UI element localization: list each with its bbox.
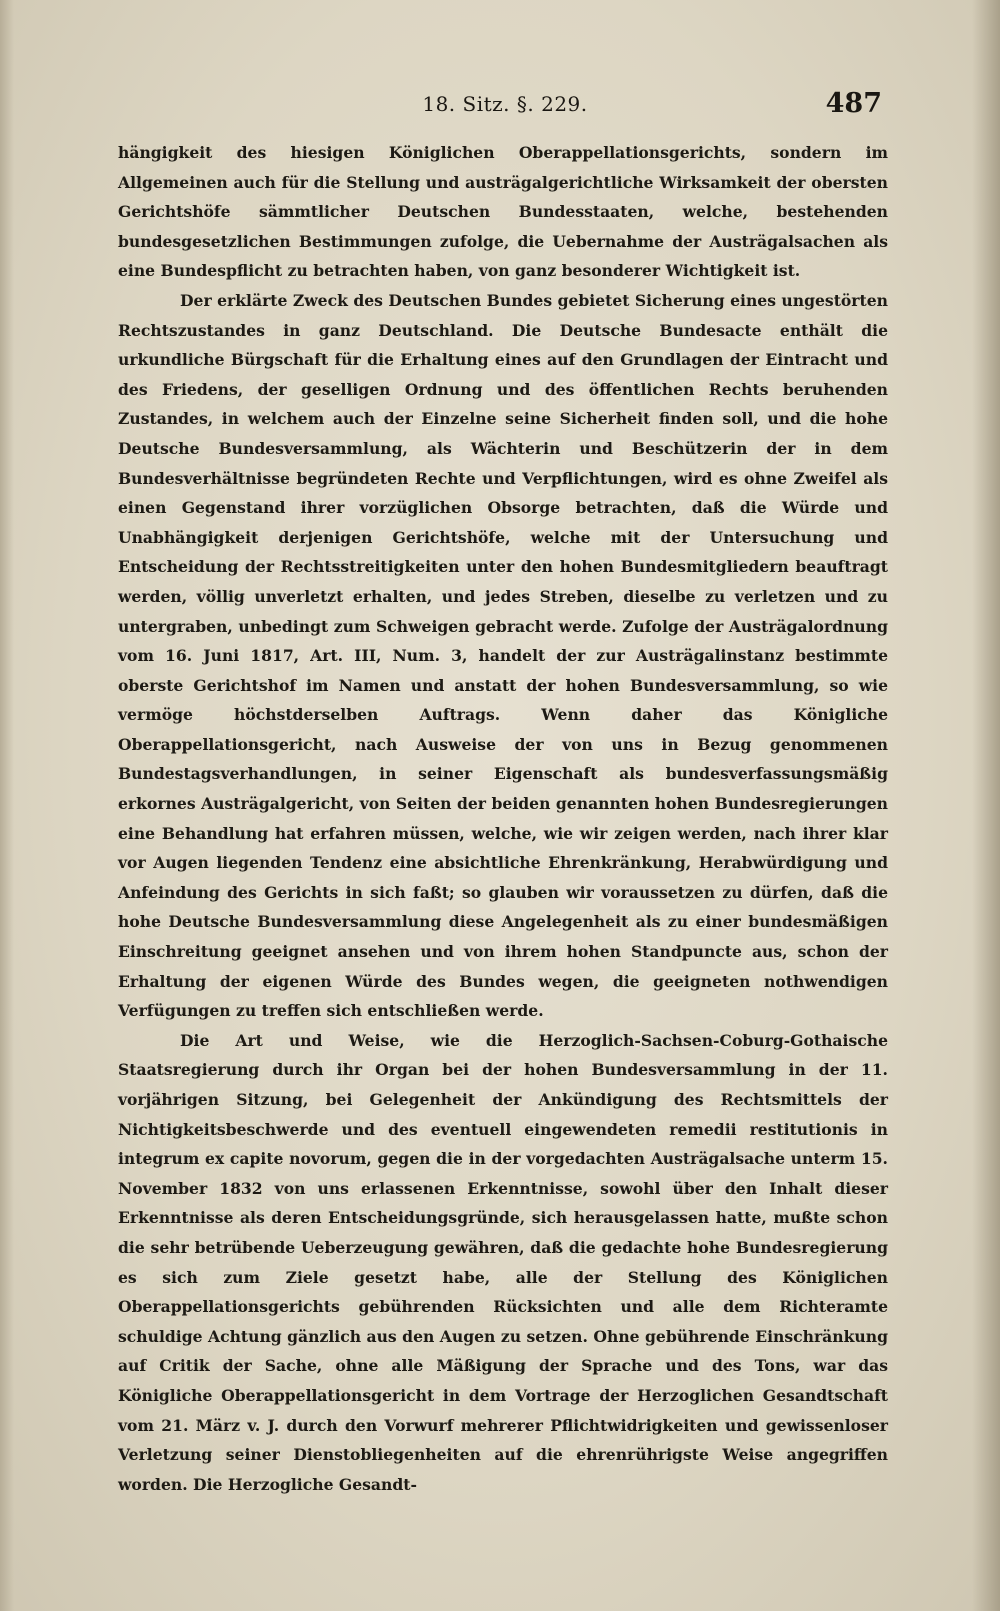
page-number: 487 <box>825 88 882 119</box>
page-header <box>120 88 890 132</box>
paragraph-continued: hängigkeit des hiesigen Königlichen Oberappellationsgerichts, sondern im Allgemeinen auch für die Stellung und austrägalgerichtliche Wirksamkeit der obersten Gerichtshöfe sämmtlicher Deutschen Bundesstaaten, welche, bestehenden bundesgesetzlichen Bestimmungen zufolge, die Uebernahme der Austrägalsachen als eine Bundespflicht zu betrachten haben, von ganz besonderer Wichtigkeit ist. <box>118 143 888 281</box>
running-head: 18. Sitz. §. 229. <box>422 92 588 116</box>
body-text <box>118 138 888 1499</box>
paragraph: Der erklärte Zweck des Deutschen Bundes gebietet Sicherung eines ungestörten Rechtszustandes in ganz Deutschland. Die Deutsche Bundesacte enthält die urkundliche Bürgschaft für die Erhaltung eines auf den Grundlagen der Eintracht und des Friedens, der geselligen Ordnung und des öffentlichen Rechts beruhenden Zustandes, in welchem auch der Einzelne seine Sicherheit finden soll, und die hohe Deutsche Bundesversammlung, als Wächterin und Beschützerin der in dem Bundesverhältnisse begründeten Rechte und Verpflichtungen, wird es ohne Zweifel als einen Gegenstand ihrer vorzüglichen Obsorge betrachten, daß die Würde und Unabhängigkeit derjenigen Gerichtshöfe, welche mit der Untersuchung und Entscheidung der Rechtsstreitigkeiten unter den hohen Bundesmitgliedern beauftragt werden, völlig unverletzt erhalten, und jedes Streben, dieselbe zu verletzen und zu untergraben, unbedingt zum Schweigen gebracht werde. Zufolge der Austrägalordnung vom 16. Juni 1817, Art. III, Num. 3, handelt der zur Austrägalinstanz bestimmte oberste Gerichtshof im Namen und anstatt der hohen Bundesversammlung, so wie vermöge höchstderselben Auftrags. Wenn daher das Königliche Oberappellationsgericht, nach Ausweise der von uns in Bezug genommenen Bundestagsverhandlungen, in seiner Eigenschaft als bundesverfassungsmäßig erkornes Austrägalgericht, von Seiten der beiden genannten hohen Bundesregierungen eine Behandlung hat erfahren müssen, welche, wie wir zeigen werden, nach ihrer klar vor Augen liegenden Tendenz eine absichtliche Ehrenkränkung, Herabwürdigung und Anfeindung des Gerichts in sich faßt; so glauben wir voraussetzen zu dürfen, daß die hohe Deutsche Bundesversammlung diese Angelegenheit als zu einer bundesmäßigen Einschreitung geeignet ansehen und von ihrem hohen Standpuncte aus, schon der Erhaltung der eigenen Würde des Bundes wegen, die geeigneten nothwendigen Verfügungen zu treffen sich entschließen werde. <box>118 290 888 1021</box>
paragraph: Die Art und Weise, wie die Herzoglich-Sachsen-Coburg-Gothaische Staatsregierung durch ihr Organ bei der hohen Bundesversammlung in der 11. vorjährigen Sitzung, bei Gelegenheit der Ankündigung des Rechtsmittels der Nichtigkeitsbeschwerde und des eventuell eingewendeten remedii restitutionis in integrum ex capite novorum, gegen die in der vorgedachten Austrägalsache unterm 15. November 1832 von uns erlassenen Erkenntnisse, sowohl über den Inhalt dieser Erkenntnisse als deren Entscheidungsgründe, sich herausgelassen hatte, mußte schon die sehr betrübende Ueberzeugung gewähren, daß die gedachte hohe Bundesregierung es sich zum Ziele gesetzt habe, alle der Stellung des Königlichen Oberappellationsgerichts gebührenden Rücksichten und alle dem Richteramte schuldige Achtung gänzlich aus den Augen zu setzen. Ohne gebührende Einschränkung auf Critik der Sache, ohne alle Mäßigung der Sprache und des Tons, war das Königliche Oberappellationsgericht in dem Vortrage der Herzoglichen Gesandtschaft vom 21. März v. J. durch den Vorwurf mehrerer Pflichtwidrigkeiten und gewissenloser Verletzung seiner Dienstobliegenheiten auf die ehrenrührigste Weise angegriffen worden. Die Herzogliche Gesandt- <box>118 1030 888 1494</box>
